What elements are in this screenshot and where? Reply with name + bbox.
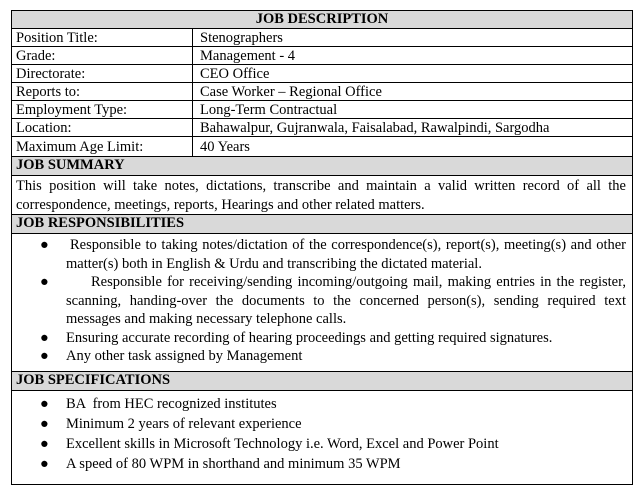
detail-label: Grade: — [16, 48, 56, 64]
job-description-document — [11, 10, 633, 485]
detail-row-max-age — [12, 138, 632, 157]
detail-value: CEO Office — [200, 66, 270, 82]
bullet-icon: ● — [40, 456, 49, 472]
document-title: JOB DESCRIPTION — [255, 11, 389, 27]
list-item: ● Responsible for receiving/sending incoming/outgoing mail, making entries in the register, scanning, handing-over the documents to the concerned person(s), sending required text messages and making necessary telephone calls. — [40, 274, 626, 327]
detail-row-reports-to — [12, 83, 632, 101]
detail-row-location — [12, 119, 632, 137]
list-item: ● Excellent skills in Microsoft Technology i.e. Word, Excel and Power Point — [40, 436, 499, 452]
bullet-icon: ● — [40, 237, 49, 253]
document-title-bar — [12, 11, 632, 29]
section-heading: JOB SPECIFICATIONS — [16, 372, 171, 388]
list-item: ● A speed of 80 WPM in shorthand and minimum 35 WPM — [40, 456, 401, 472]
bullet-icon: ● — [40, 329, 49, 346]
bullet-icon: ● — [40, 348, 49, 364]
list-item: ● Responsible to taking notes/dictation of the correspondence(s), report(s), meeting(s) and other matter(s) both in English & Urdu and transcribing the dictated material. — [40, 237, 626, 272]
job-responsibilities-header — [12, 215, 632, 234]
detail-label: Location: — [16, 120, 72, 136]
bullet-icon: ● — [40, 274, 49, 290]
detail-value: Stenographers — [200, 30, 283, 46]
detail-row-grade — [12, 47, 632, 65]
detail-value: Long-Term Contractual — [200, 102, 338, 118]
detail-label: Reports to: — [16, 84, 81, 100]
detail-label: Directorate: — [16, 66, 86, 82]
job-responsibilities-section — [12, 234, 632, 372]
bullet-icon: ● — [40, 396, 49, 412]
detail-value: Bahawalpur, Gujranwala, Faisalabad, Rawalpindi, Sargodha — [200, 120, 550, 136]
detail-label: Position Title: — [16, 30, 98, 46]
detail-value: 40 Years — [200, 139, 250, 155]
bullet-icon: ● — [40, 436, 49, 452]
job-specifications-header — [12, 372, 632, 391]
detail-value: Management - 4 — [200, 48, 296, 64]
detail-row-employment-type — [12, 101, 632, 119]
responsibilities-list — [12, 236, 626, 366]
list-item: ● Ensuring accurate recording of hearing proceedings and getting required signatures. — [40, 329, 553, 346]
bullet-icon: ● — [40, 416, 49, 432]
section-heading: JOB RESPONSIBILITIES — [16, 215, 185, 231]
detail-label: Maximum Age Limit: — [16, 139, 144, 155]
job-summary-text: This position will take notes, dictations, transcribe and maintain a valid written record of all the correspondence, meetings, reports, Hearings and other related matters. — [16, 178, 626, 213]
job-summary-section — [12, 176, 632, 215]
list-item: ● BA from HEC recognized institutes — [40, 396, 277, 412]
detail-value: Case Worker – Regional Office — [200, 84, 382, 100]
detail-row-position-title — [12, 29, 632, 47]
list-item: ● Minimum 2 years of relevant experience — [40, 416, 302, 432]
job-summary-header — [12, 157, 632, 176]
section-heading: JOB SUMMARY — [16, 157, 125, 173]
list-item: ● Any other task assigned by Management — [40, 348, 303, 364]
detail-row-directorate — [12, 65, 632, 83]
detail-label: Employment Type: — [16, 102, 128, 118]
job-specifications-section — [12, 391, 632, 484]
specifications-list — [12, 394, 626, 474]
